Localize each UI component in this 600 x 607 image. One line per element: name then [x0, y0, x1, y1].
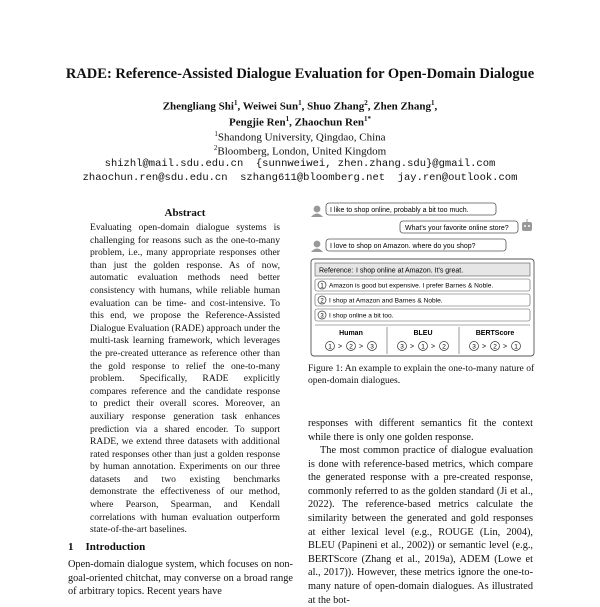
body-paragraph: The most common practice of dialogue evaluation is done with reference-based metrics, which compare the generated response with a pre-created response, commonly referred to as the golden standard (Ji et al., 2022). The reference-based metrics calculate the similarity between the generated and gold responses at either lexical level (e.g., ROUGE (Lin, 2004), BLEU (Papineni et al., 2002)) or semantic level (e.g., BERTScore (Zhang et al., 2019a), ADEM (Lowe et al., 2017)). However, these metrics ignore the one-to-many nature of open-domain dialogues. As illustrated at the bot-: [308, 445, 533, 606]
candidate-list: [315, 279, 530, 321]
user-icon: [311, 206, 323, 217]
metric-name: BLEU: [413, 330, 433, 337]
author-name: Zhen Zhang: [373, 100, 432, 113]
rank-operator: >: [481, 343, 487, 351]
affiliation-text: Shandong University, Qingdao, China: [217, 131, 386, 144]
author-mark: 1: [431, 99, 435, 107]
candidate-number: 1: [320, 283, 324, 290]
affiliation: [0, 144, 600, 158]
rank-item: 3: [472, 343, 476, 351]
dialogue-turn: What's your favorite online store?: [405, 225, 509, 232]
rank-item: 3: [370, 343, 374, 351]
candidate-number: 3: [320, 313, 324, 320]
author-name: Zhaochun Ren: [294, 116, 364, 129]
body-paragraph: responses with different semantics fit the context while there is only one golden response.: [308, 418, 533, 443]
candidate-row: [315, 294, 530, 306]
section-title: Introduction: [85, 541, 146, 553]
paper-title: RADE: Reference-Assisted Dialogue Evaluation for Open-Domain Dialogue: [65, 66, 535, 82]
affiliation-text: Bloomberg, London, United Kingdom: [217, 145, 387, 158]
rank-item: 1: [514, 343, 518, 351]
section-heading: [68, 541, 145, 553]
author-mark: 1*: [363, 115, 371, 123]
figure-1: [308, 200, 536, 358]
reference-text: I shop online at Amazon. It's great.: [356, 267, 464, 275]
author-mark: 2: [364, 99, 368, 107]
rank-item: 2: [442, 343, 446, 351]
section-number: 1: [68, 541, 74, 553]
author-name: Pengjie Ren: [229, 116, 286, 129]
rank-item: 1: [328, 343, 332, 351]
author-name: Weiwei Sun: [242, 100, 299, 113]
rank-operator: >: [502, 343, 508, 351]
rank-item: 1: [421, 343, 425, 351]
affiliation: [0, 130, 600, 144]
rank-item: 2: [349, 343, 353, 351]
candidate-text: I shop at Amazon and Barnes & Noble.: [329, 297, 443, 305]
author-mark: 1: [233, 99, 238, 107]
metric-name: Human: [339, 330, 363, 337]
intro-text: Open-domain dialogue system, which focuses on non-goal-oriented chitchat, may converse on a broad range of arbitrary topics. Recent years have: [68, 559, 293, 597]
figure-caption: Figure 1: An example to explain the one-to-many nature of open-domain dialogues.: [308, 363, 535, 386]
candidate-text: Amazon is good but expensive. I prefer Barnes & Noble.: [329, 282, 494, 290]
dialogue-turn: I like to shop online, probably a bit too much.: [330, 207, 469, 214]
rank-operator: >: [337, 343, 343, 351]
author-name: Zhengliang Shi: [162, 100, 234, 113]
abstract-text: Evaluating open-domain dialogue systems is challenging for reasons such as the one-to-many problem, i.e., many appropriate responses other than just the golden response. As of now, automatic evaluation methods need better consistency with humans, while reliable human evaluation can be time- and cost-intensive. To this end, we propose the Reference-Assisted Dialogue Evaluation (RADE) approach under the multi-task learning framework, which leverages the pre-created utterance as reference other than the gold response to relief the one-to-many problem. Specifically, RADE explicitly compares reference and the candidate response to predict their overall scores. Moreover, an auxiliary response generation task enhances prediction via a shared encoder. To support RADE, we extend three datasets with additional rated responses other than just a golden response by human annotation. Experiments on our three datasets and two existing benchmarks demonstrate the effectiveness of our method, where Pearson, Spearman, and Kendall correlations with human evaluation outperform state-of-the-art baselines.: [90, 222, 280, 536]
dialogue-turn: I love to shop on Amazon. where do you shop?: [330, 243, 476, 250]
abstract-heading: Abstract: [164, 207, 206, 219]
user-icon: [311, 241, 323, 252]
affiliation-mark: 2: [213, 144, 218, 152]
email-line: zhaochun.ren@sdu.edu.cn szhang611@bloomberg.net jay.ren@outlook.com: [82, 172, 518, 184]
reference-label: Reference:: [319, 267, 354, 275]
rank-item: 3: [400, 343, 404, 351]
affiliation-mark: 1: [214, 130, 218, 138]
candidate-number: 2: [320, 298, 324, 305]
rank-item: 2: [493, 343, 497, 351]
rank-operator: >: [409, 343, 415, 351]
rank-operator: >: [358, 343, 364, 351]
candidate-text: I shop online a bit too.: [329, 312, 394, 320]
author-line-1: Zhengliang Shi$^1$, Weiwei Sun$^1$, Shuo Zhang$^2$, Zhen Zhang$^1$,: [162, 99, 438, 113]
email-line: shizhl@mail.sdu.edu.cn {sunnweiwei, zhen.zhang.sdu}@gmail.com: [104, 158, 496, 170]
author-mark: 1: [285, 115, 290, 123]
candidate-row: [315, 309, 530, 321]
candidate-row: [315, 279, 530, 291]
rank-operator: >: [430, 343, 436, 351]
author-name: Shuo Zhang: [307, 100, 365, 113]
author-line-2: Pengjie Ren$^1$, Zhaochun Ren$^{1*}$: [229, 115, 371, 129]
metric-name: BERTScore: [475, 330, 515, 337]
robot-icon: [522, 219, 532, 231]
author-mark: 1: [298, 99, 302, 107]
